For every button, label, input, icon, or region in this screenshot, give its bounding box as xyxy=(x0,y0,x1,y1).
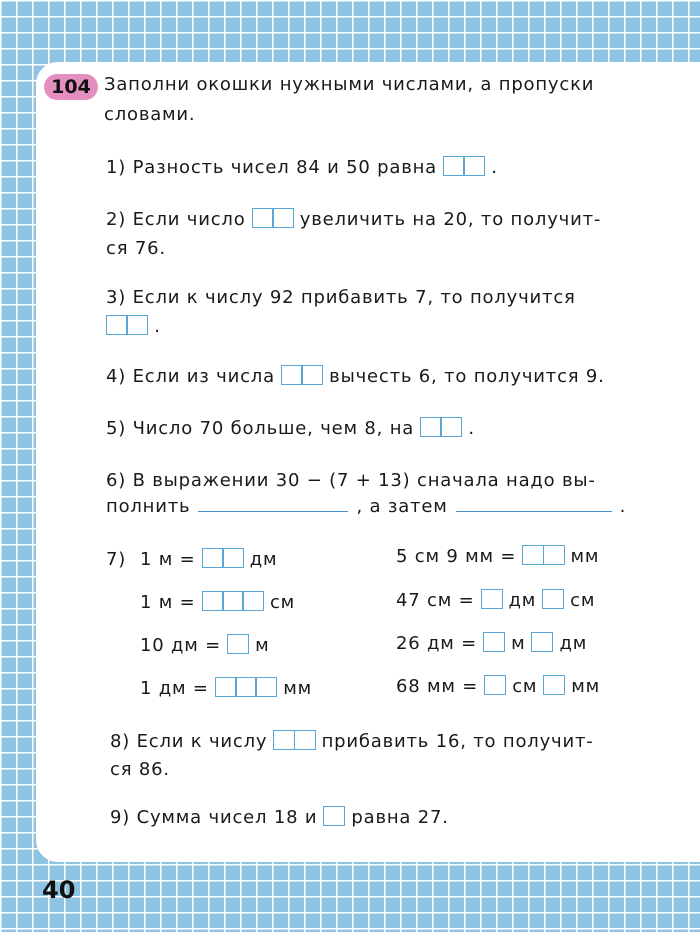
task-4-text: 4) Если из числа xyxy=(106,366,275,387)
task-8-text: 8) Если к числу xyxy=(110,731,268,752)
task-8 xyxy=(110,731,594,753)
task-6-text-cont: , а затем xyxy=(356,496,448,517)
answer-box[interactable] xyxy=(202,548,244,568)
task-8-text-cont: прибавить 16, то получит- xyxy=(321,731,594,752)
answer-box[interactable] xyxy=(202,591,264,611)
answer-box[interactable] xyxy=(420,417,462,437)
task-4-text-cont: вычесть 6, то получится 9. xyxy=(329,366,605,387)
conversion-8-unit-1: см xyxy=(512,676,538,697)
task-1-end: . xyxy=(491,157,498,178)
answer-box[interactable] xyxy=(484,675,506,695)
task-6-end: . xyxy=(619,496,627,517)
conversion-3 xyxy=(140,635,269,657)
answer-box[interactable] xyxy=(215,677,277,697)
blank-line[interactable] xyxy=(456,511,612,512)
task-5-text: 5) Число 70 больше, чем 8, на xyxy=(106,418,415,439)
task-8-line-2: ся 86. xyxy=(110,759,170,780)
task-6: 6) В выражении 30 − (7 + 13) сначала надо вы- xyxy=(106,470,596,491)
instruction-line-2: словами. xyxy=(104,104,196,125)
answer-box[interactable] xyxy=(522,545,564,565)
answer-box[interactable] xyxy=(227,634,249,654)
task-3: 3) Если к числу 92 прибавить 7, то получится xyxy=(106,287,576,308)
conversion-8-text: 68 мм = xyxy=(396,676,479,697)
conversion-8-unit-2: мм xyxy=(571,676,601,697)
conversion-7 xyxy=(396,633,587,655)
task-3-line-2 xyxy=(100,316,161,338)
task-6-line-2 xyxy=(106,496,626,518)
conversion-1-unit: дм xyxy=(249,549,278,570)
conversion-7-unit-2: дм xyxy=(559,633,588,654)
conversion-2-unit: см xyxy=(269,592,296,613)
conversion-2 xyxy=(140,592,295,614)
exercise-number-badge: 104 xyxy=(44,74,98,100)
conversion-6-unit-1: дм xyxy=(508,590,537,611)
conversion-4-text: 1 дм = xyxy=(140,678,209,699)
conversion-6-unit-2: см xyxy=(570,590,596,611)
answer-box[interactable] xyxy=(481,589,503,609)
task-7-number: 7) xyxy=(106,549,127,570)
task-1 xyxy=(106,157,498,179)
task-6-text: полнить xyxy=(106,496,191,517)
conversion-1-text: 1 м = xyxy=(140,549,196,570)
task-4 xyxy=(106,366,605,388)
answer-box[interactable] xyxy=(443,156,485,176)
task-5 xyxy=(106,418,475,440)
conversion-6 xyxy=(396,590,595,612)
instruction-line-1: Заполни окошки нужными числами, а пропуски xyxy=(104,74,595,95)
answer-box[interactable] xyxy=(483,632,505,652)
conversion-4-unit: мм xyxy=(283,678,312,699)
conversion-1 xyxy=(140,549,277,571)
answer-box[interactable] xyxy=(281,365,323,385)
conversion-6-text: 47 см = xyxy=(396,590,475,611)
task-2-line-2: ся 76. xyxy=(106,238,166,259)
task-5-end: . xyxy=(468,418,475,439)
page-number: 40 xyxy=(42,876,76,904)
task-2-text: 2) Если число xyxy=(106,209,246,230)
task-3-end: . xyxy=(154,316,161,337)
conversion-2-text: 1 м = xyxy=(140,592,196,613)
task-2-text-cont: увеличить на 20, то получит- xyxy=(299,209,602,230)
conversion-5 xyxy=(396,546,599,568)
answer-box[interactable] xyxy=(106,315,148,335)
task-2 xyxy=(106,209,601,231)
answer-box[interactable] xyxy=(542,589,564,609)
answer-box[interactable] xyxy=(531,632,553,652)
conversion-8 xyxy=(396,676,600,698)
conversion-7-text: 26 дм = xyxy=(396,633,478,654)
answer-box[interactable] xyxy=(273,730,315,750)
answer-box[interactable] xyxy=(323,806,345,826)
conversion-3-text: 10 дм = xyxy=(140,635,222,656)
task-9 xyxy=(110,807,449,829)
task-9-text: 9) Сумма чисел 18 и xyxy=(110,807,318,828)
answer-box[interactable] xyxy=(252,208,294,228)
task-9-text-cont: равна 27. xyxy=(351,807,449,828)
blank-line[interactable] xyxy=(198,511,348,512)
conversion-4 xyxy=(140,678,312,700)
conversion-5-text: 5 см 9 мм = xyxy=(396,546,517,567)
conversion-5-unit: мм xyxy=(570,546,600,567)
answer-box[interactable] xyxy=(543,675,565,695)
conversion-7-unit-1: м xyxy=(511,633,526,654)
conversion-3-unit: м xyxy=(255,635,270,656)
task-1-text: 1) Разность чисел 84 и 50 равна xyxy=(106,157,438,178)
